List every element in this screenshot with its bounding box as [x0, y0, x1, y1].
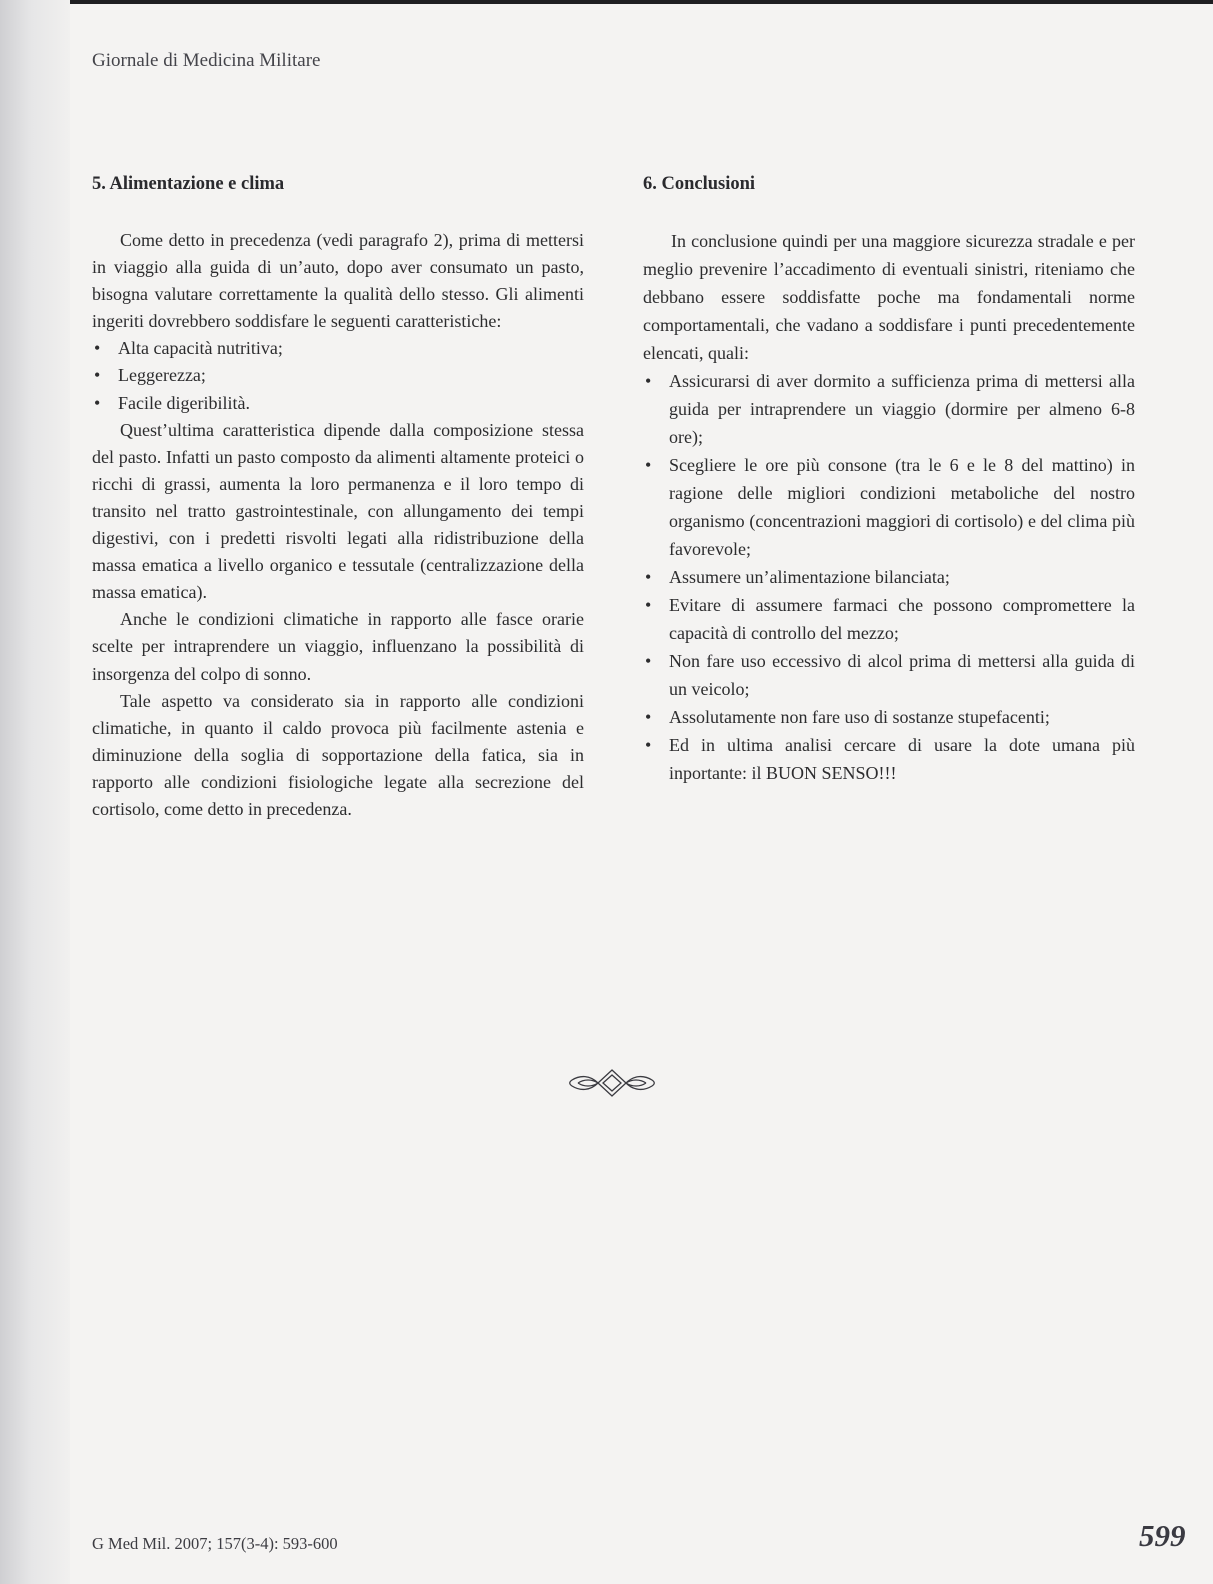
- bullet-list: [92, 335, 584, 416]
- section-alimentazione-e-clima: [92, 174, 584, 823]
- paragraph: In conclusione quindi per una maggiore sicurezza stradale e per meglio prevenire l’accadimento di eventuali sinistri, riteniamo che debbano essere soddisfatte poche ma fondamentali norme comportamentali, che vadano a soddisfare i punti precedentemente elencati, quali:: [643, 231, 1135, 363]
- page-spine-shadow: [0, 0, 70, 1584]
- list-item: • Assolutamente non fare uso di sostanze stupefacenti;: [643, 703, 1135, 731]
- running-head: Giornale di Medicina Militare: [92, 50, 321, 71]
- end-ornament-icon: [566, 1066, 658, 1100]
- list-item: • Scegliere le ore più consone (tra le 6 e le 8 del mattino) in ragione delle migliori condizioni metaboliche del nostro organismo (concentrazioni maggiori di cortisolo) e del clima più favorevole;: [643, 451, 1135, 563]
- section-body: [643, 227, 1135, 787]
- paragraph: Anche le condizioni climatiche in rapporto alle fasce orarie scelte per intraprendere un viaggio, influenzano la possibilità di insorgenza del colpo di sonno.: [92, 609, 584, 684]
- journal-citation: G Med Mil. 2007; 157(3-4): 593-600: [92, 1534, 338, 1553]
- section-title: 6. Conclusioni: [643, 174, 756, 194]
- list-item: • Alta capacità nutritiva;: [92, 335, 584, 362]
- list-item: • Assicurarsi di aver dormito a sufficienza prima di mettersi alla guida per intraprendere un viaggio (dormire per almeno 6-8 ore);: [643, 367, 1135, 451]
- top-edge-line: [0, 0, 1213, 4]
- page-number: 599: [1139, 1518, 1186, 1553]
- list-item: • Non fare uso eccessivo di alcol prima di mettersi alla guida di un veicolo;: [643, 647, 1135, 703]
- bullet-list: [643, 367, 1135, 787]
- list-item: • Assumere un’alimentazione bilanciata;: [643, 563, 1135, 591]
- paragraph: Tale aspetto va considerato sia in rapporto alle condizioni climatiche, in quanto il caldo provoca più facilmente astenia e diminuzione della soglia di sopportazione della fatica, sia in rapporto alle condizioni fisiologiche legate alla secrezione del cortisolo, come detto in precedenza.: [92, 690, 584, 819]
- paragraph: Come detto in precedenza (vedi paragrafo 2), prima di mettersi in viaggio alla guida di un’auto, dopo aver consumato un pasto, bisogna valutare correttamente la qualità dello stesso. Gli alimenti ingeriti dovrebbero soddisfare le seguenti caratteristiche:: [92, 230, 584, 332]
- list-item: • Ed in ultima analisi cercare di usare la dote umana più inportante: il BUON SENSO!!!: [643, 731, 1135, 787]
- list-item: • Evitare di assumere farmaci che possono compromettere la capacità di controllo del mezzo;: [643, 591, 1135, 647]
- list-item: • Facile digeribilità.: [92, 390, 584, 417]
- list-item: • Leggerezza;: [92, 362, 584, 389]
- paragraph: Quest’ultima caratteristica dipende dalla composizione stessa del pasto. Infatti un pasto composto da alimenti altamente proteici o ricchi di grassi, aumenta la loro permanenza e il loro tempo di transito nel tratto gastrointestinale, con allungamento dei tempi digestivi, con i predetti risvolti legati alla ridistribuzione della massa ematica a livello organico e tessutale (centralizzazione della massa ematica).: [92, 419, 584, 603]
- section-body: [92, 227, 584, 823]
- section-title: 5. Alimentazione e clima: [92, 174, 285, 194]
- section-conclusioni: [643, 174, 1135, 787]
